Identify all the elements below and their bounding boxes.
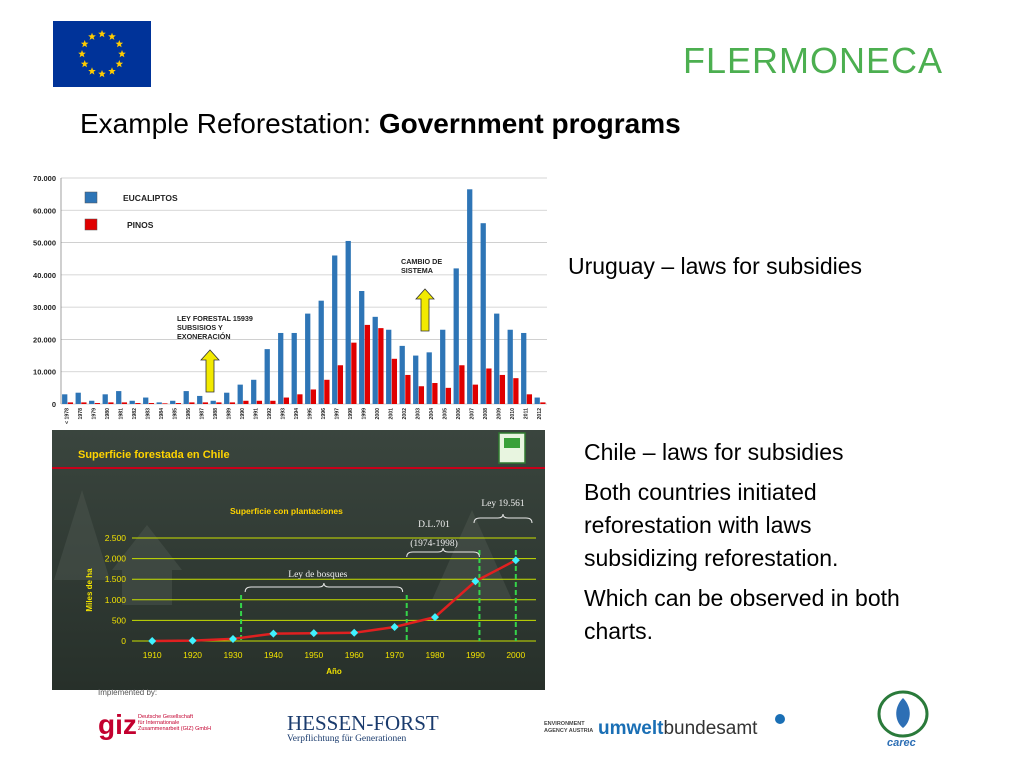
flermoneca-logo: FLERMONECA: [683, 40, 944, 81]
bar-pinos: [392, 359, 397, 404]
eu-star-icon: [81, 40, 89, 47]
bar-eucaliptos: [467, 189, 472, 404]
bar-eucaliptos: [521, 333, 526, 404]
bar-eucaliptos: [332, 255, 337, 404]
x-tick-label: 1991: [253, 408, 260, 420]
summary-text: Both countries initiated reforestation with laws subsidizing reforestation.: [584, 479, 839, 571]
legend-label: PINOS: [127, 220, 154, 230]
title-prefix: Example Reforestation:: [80, 108, 379, 139]
bar-pinos: [203, 402, 208, 404]
bar-pinos: [135, 403, 140, 404]
svg-text:Verpflichtung für Generationen: Verpflichtung für Generationen: [287, 734, 407, 744]
x-tick-label: 2007: [469, 408, 476, 420]
bar-pinos: [297, 394, 302, 404]
annotation-text: LEY FORESTAL 15939: [177, 314, 253, 323]
eu-star-icon: [118, 50, 126, 57]
annotation-text: Ley 19.561: [481, 499, 525, 509]
bar-pinos: [527, 394, 532, 404]
eu-star-icon: [81, 60, 89, 67]
x-tick-label: 2003: [415, 408, 422, 420]
y-tick-label: 2.000: [104, 553, 126, 564]
bar-eucaliptos: [359, 291, 364, 404]
x-tick-label: 1989: [226, 408, 233, 420]
x-tick-label: 2005: [442, 408, 449, 420]
bar-eucaliptos: [319, 301, 324, 404]
bar-eucaliptos: [400, 346, 405, 404]
x-tick-label: 1978: [77, 408, 84, 420]
bar-pinos: [68, 402, 73, 404]
x-tick-label: 1988: [212, 408, 219, 420]
x-tick-label: 1930: [223, 650, 243, 660]
x-tick-label: 1950: [304, 650, 324, 660]
bar-pinos: [324, 380, 329, 404]
bar-eucaliptos: [292, 333, 297, 404]
chile-line-chart: [52, 430, 545, 690]
legend-swatch: [85, 192, 97, 203]
y-tick-label: 70.000: [33, 174, 56, 183]
bar-pinos: [216, 402, 221, 404]
bar-eucaliptos: [373, 317, 378, 404]
bar-eucaliptos: [440, 330, 445, 404]
x-tick-label: 1986: [185, 408, 192, 420]
bar-eucaliptos: [238, 385, 243, 404]
x-tick-label: 1985: [172, 408, 179, 420]
annotation-text: CAMBIO DE: [401, 257, 443, 266]
bar-pinos: [338, 365, 343, 404]
bar-pinos: [540, 402, 545, 404]
bar-eucaliptos: [508, 330, 513, 404]
x-tick-label: 2010: [509, 408, 516, 420]
bar-pinos: [311, 389, 316, 404]
y-tick-label: 50.000: [33, 238, 56, 248]
bar-eucaliptos: [62, 394, 67, 404]
bar-eucaliptos: [346, 241, 351, 404]
giz-subtitle: für Internationale: [138, 720, 180, 726]
chart-title: Superficie forestada en Chile: [78, 449, 230, 461]
umweltbundesamt-logo: [544, 713, 794, 743]
eu-star-icon: [108, 33, 116, 40]
giz-subtitle: Deutsche Gesellschaft: [138, 714, 194, 720]
bar-eucaliptos: [481, 223, 486, 404]
x-tick-label: 2006: [455, 408, 462, 420]
x-tick-label: 2011: [523, 408, 530, 420]
svg-text:giz: giz: [98, 709, 137, 740]
bar-pinos: [513, 378, 518, 404]
bar-pinos: [365, 325, 370, 404]
bar-eucaliptos: [76, 393, 81, 404]
x-tick-label: 1940: [263, 650, 283, 660]
x-tick-label: 1993: [280, 408, 287, 420]
bar-pinos: [122, 402, 127, 404]
eu-star-icon: [116, 60, 124, 67]
uruguay-bar-chart: [33, 168, 549, 430]
bar-pinos: [405, 375, 410, 404]
x-tick-label: 2012: [536, 408, 543, 420]
x-tick-label: < 1978: [64, 408, 71, 425]
bar-eucaliptos: [535, 398, 540, 404]
bar-eucaliptos: [184, 391, 189, 404]
x-tick-label: 1996: [320, 408, 327, 420]
giz-logo: [98, 708, 228, 742]
bar-pinos: [419, 386, 424, 404]
x-tick-label: 1960: [344, 650, 364, 660]
annotation-text: Ley de bosques: [288, 570, 348, 580]
uba-subtitle: ENVIRONMENT: [544, 721, 585, 727]
annotation-text: SISTEMA: [401, 266, 433, 275]
eu-star-icon: [98, 30, 106, 37]
bar-eucaliptos: [103, 394, 108, 404]
x-tick-label: 1920: [183, 650, 203, 660]
x-tick-label: 1984: [158, 408, 165, 420]
eu-star-icon: [88, 67, 96, 74]
x-tick-label: 2000: [506, 650, 526, 660]
bar-eucaliptos: [130, 401, 135, 404]
y-tick-label: 1.500: [104, 574, 126, 585]
bar-pinos: [459, 365, 464, 404]
implemented-by-label: Implemented by:: [98, 688, 158, 697]
x-tick-label: 2009: [496, 408, 503, 420]
x-tick-label: 2008: [482, 408, 489, 420]
eu-star-icon: [88, 33, 96, 40]
bar-pinos: [432, 383, 437, 404]
bar-pinos: [257, 401, 262, 404]
bar-eucaliptos: [170, 401, 175, 404]
uba-subtitle: AGENCY AUSTRIA: [544, 728, 594, 734]
x-tick-label: 1987: [199, 408, 206, 420]
bar-eucaliptos: [224, 393, 229, 404]
chile-caption: Chile – laws for subsidies: [584, 439, 844, 465]
bar-pinos: [473, 385, 478, 404]
bar-eucaliptos: [427, 352, 432, 404]
bar-eucaliptos: [494, 314, 499, 404]
x-tick-label: 1995: [307, 408, 314, 420]
hessen-forst-logo: [287, 710, 437, 746]
carec-logo: [873, 688, 943, 750]
eu-star-icon: [78, 50, 86, 57]
bar-eucaliptos: [211, 401, 216, 404]
y-tick-label: 20.000: [33, 335, 56, 345]
x-tick-label: 2001: [388, 408, 395, 420]
y-tick-label: 60.000: [33, 206, 56, 216]
x-tick-label: 1997: [334, 408, 341, 420]
giz-subtitle: Zusammenarbeit (GIZ) GmbH: [138, 726, 212, 732]
y-tick-label: 30.000: [33, 303, 56, 313]
bar-pinos: [176, 403, 181, 404]
bar-eucaliptos: [278, 333, 283, 404]
bar-pinos: [149, 403, 154, 404]
eu-star-icon: [116, 40, 124, 47]
bar-eucaliptos: [454, 268, 459, 404]
bar-eucaliptos: [265, 349, 270, 404]
bar-pinos: [500, 375, 505, 404]
chart-xlabel: Año: [326, 667, 342, 676]
y-tick-label: 40.000: [33, 270, 56, 280]
x-tick-label: 1990: [465, 650, 485, 660]
bar-eucaliptos: [143, 398, 148, 404]
uba-mark-icon: [775, 714, 785, 724]
observation-text: Which can be observed in both charts.: [584, 585, 900, 644]
annotation-text: D.L.701: [418, 520, 450, 530]
page-title: [80, 108, 681, 140]
x-tick-label: 1980: [425, 650, 445, 660]
bar-pinos: [189, 402, 194, 404]
eu-star-icon: [98, 70, 106, 77]
y-tick-label: 1.000: [104, 594, 126, 605]
y-tick-label: 0: [121, 636, 126, 646]
svg-text:HESSEN-FORST: HESSEN-FORST: [287, 711, 439, 735]
uruguay-caption: Uruguay – laws for subsidies: [568, 253, 863, 279]
x-tick-label: 2002: [401, 408, 408, 420]
annotation-text: SUBSISIOS Y: [177, 323, 223, 332]
x-tick-label: 1981: [118, 408, 125, 420]
title-bold: Government programs: [378, 108, 681, 139]
y-tick-label: 10.000: [33, 367, 56, 377]
bar-eucaliptos: [116, 391, 121, 404]
legend-swatch: [85, 219, 97, 230]
bar-eucaliptos: [413, 356, 418, 404]
x-tick-label: 1994: [293, 408, 300, 420]
svg-text:umweltbundesamt: umweltbundesamt: [598, 718, 758, 739]
x-tick-label: 1910: [142, 650, 162, 660]
bar-pinos: [162, 403, 167, 404]
legend-label: EUCALIPTOS: [123, 193, 178, 203]
bar-eucaliptos: [251, 380, 256, 404]
x-tick-label: 1982: [131, 408, 138, 420]
x-tick-label: 1970: [385, 650, 405, 660]
bar-pinos: [95, 403, 100, 404]
bar-pinos: [230, 402, 235, 404]
y-tick-label: 2.500: [104, 533, 126, 543]
bar-pinos: [108, 402, 113, 404]
bar-pinos: [243, 401, 248, 404]
bar-pinos: [351, 343, 356, 404]
annotation-text: EXONERACIÓN: [177, 332, 231, 341]
x-tick-label: 1992: [266, 408, 273, 420]
chart-subtitle: Superficie con plantaciones: [230, 506, 343, 516]
annotation-text: (1974-1998): [410, 539, 458, 549]
x-tick-label: 2004: [428, 408, 435, 420]
bar-pinos: [284, 398, 289, 404]
bar-pinos: [486, 368, 491, 404]
x-tick-label: 1983: [145, 408, 152, 420]
x-tick-label: 2000: [374, 408, 381, 420]
x-tick-label: 1979: [91, 408, 98, 420]
eu-star-icon: [108, 67, 116, 74]
chile-text-block: [584, 436, 929, 655]
eu-flag-logo: [53, 21, 151, 87]
y-tick-label: 0: [51, 400, 56, 409]
phone-screen-icon: [504, 438, 520, 448]
x-tick-label: 1998: [347, 408, 354, 420]
chart-ylabel: Miles de ha: [85, 568, 94, 612]
bar-pinos: [270, 401, 275, 404]
bar-eucaliptos: [89, 401, 94, 404]
eu-stars-icon: [53, 21, 151, 87]
bar-pinos: [81, 402, 86, 404]
x-tick-label: 1999: [361, 408, 368, 420]
x-tick-label: 1980: [104, 408, 111, 420]
bar-eucaliptos: [157, 402, 162, 404]
y-tick-label: 500: [111, 615, 126, 626]
x-tick-label: 1990: [239, 408, 246, 420]
svg-text:carec: carec: [887, 737, 916, 749]
bar-pinos: [378, 328, 383, 404]
bar-pinos: [446, 388, 451, 404]
bar-eucaliptos: [386, 330, 391, 404]
bar-eucaliptos: [197, 396, 202, 404]
bar-eucaliptos: [305, 314, 310, 404]
